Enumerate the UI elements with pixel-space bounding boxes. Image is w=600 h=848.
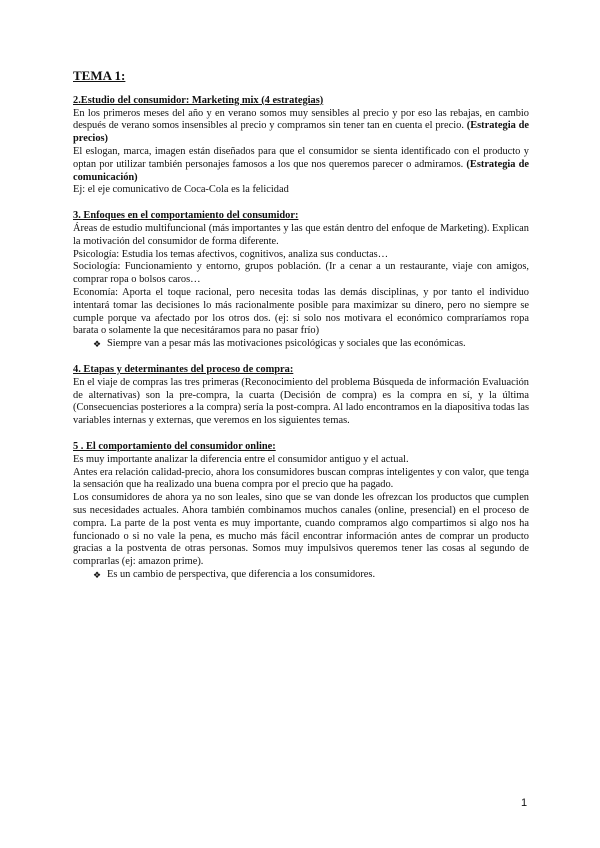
section-heading: 3. Enfoques en el comportamiento del consumidor: xyxy=(73,210,299,222)
list-item: ❖ Siempre van a pesar más las motivaciones psicológicas y sociales que las económicas. xyxy=(93,338,466,350)
paragraph: En los primeros meses del año y en verano somos muy sensibles al precio y por eso las rebajas, en cambio después de verano somos insensibles al precio y compramos sin tener tan en cuenta el precio. (Estrategia de precios) xyxy=(73,107,529,145)
paragraph: El eslogan, marca, imagen están diseñados para que el consumidor se sienta identificado con el producto y optan por utilizar también personajes famosos a los que nos queremos parecer o admiramos. (Estrategia de comunicación) xyxy=(73,145,530,183)
paragraph: Antes era relación calidad-precio, ahora los consumidores buscan compras inteligentes y con valor, que tenga la sensación que ha realizado una buena compra por el precio que ha pagado. xyxy=(73,466,529,491)
paragraph: Sociología: Funcionamiento y entorno, grupos población. (Ir a cenar a un restaurante, viaje con amigos, comprar ropa o bolsos caros… xyxy=(73,261,529,286)
section-heading: 5 . El comportamiento del consumidor online: xyxy=(73,440,276,452)
paragraph: Economía: Aporta el toque racional, pero necesita todas las demás disciplinas, y por tanto el individuo intentará tomar las decisiones lo más racionalmente posible para maximizar su dinero, pero no siempre se cumple porque va afectado por los otros dos. (ej: si solo nos motivara el económico compraríamos ropa barata o solamente la que necesitáramos para no pasar frío) xyxy=(73,286,529,337)
section-consumer-study xyxy=(73,95,529,197)
section-heading: 2.Estudio del consumidor: Marketing mix (4 estrategias) xyxy=(73,94,324,106)
paragraph: Áreas de estudio multifuncional (más importantes y las que están dentro del enfoque de Marketing). Explican la motivación del consumidor de forma diferente. xyxy=(73,222,529,247)
paragraph: Psicología: Estudia los temas afectivos, cognitivos, analiza sus conductas… xyxy=(73,248,389,260)
diamond-bullet-icon: ❖ xyxy=(93,339,102,350)
page-number: 1 xyxy=(521,797,528,809)
section-online-consumer xyxy=(73,441,529,582)
paragraph: Los consumidores de ahora ya no son leales, sino que se van donde les ofrezcan los productos que cumplen sus necesidades actuales. Ahora también combinamos muchos canales (online, presencial) en el proceso de compra. La parte de la post venta es muy importante, cuando compramos algo compartimos si algo nos ha funcionado o si no vale la pena, es mucho más fácil encontrar información antes de comprar un producto gracias a la postventa de otras personas. Somos muy impulsivos queremos tener las cosas al segundo de comprarlas (ej: amazon prime). xyxy=(73,492,529,568)
strategy-label: (Estrategia de precios) xyxy=(73,120,529,145)
diamond-bullet-icon: ❖ xyxy=(93,569,102,580)
paragraph: En el viaje de compras las tres primeras (Reconocimiento del problema Búsqueda de información Evaluación de alternativas) son la pre-compra, la cuarta (Decisión de compra) es la compra en sí, y la última (Consecuencias posteriores a la compra) sería la post-compra. Al lado encontramos en la diapositiva todas las variables internas y externas, que veremos en los siguientes temas. xyxy=(73,376,529,427)
paragraph: Es muy importante analizar la diferencia entre el consumidor antiguo y el actual. xyxy=(73,453,409,465)
page-title: TEMA 1: xyxy=(73,68,126,83)
section-purchase-process xyxy=(73,364,529,428)
list-item: ❖ Es un cambio de perspectiva, que diferencia a los consumidores. xyxy=(93,568,376,580)
strategy-label: (Estrategia de comunicación) xyxy=(73,158,530,183)
section-consumer-behavior-approaches xyxy=(73,210,529,351)
section-heading: 4. Etapas y determinantes del proceso de compra: xyxy=(73,363,294,375)
paragraph: Ej: el eje comunicativo de Coca-Cola es la felicidad xyxy=(73,184,289,196)
